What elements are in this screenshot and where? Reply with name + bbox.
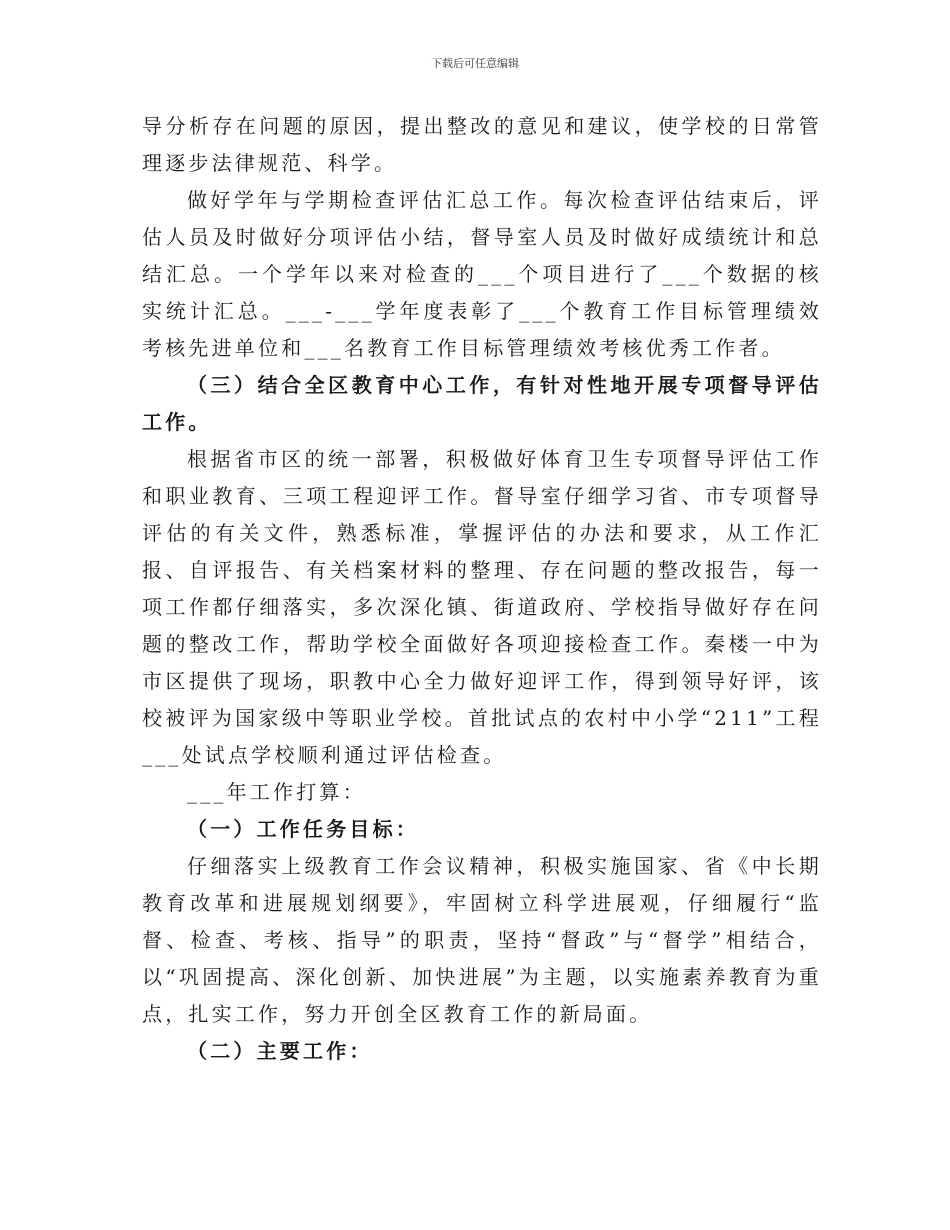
paragraph-continuation: 导分析存在问题的原因，提出整改的意见和建议，使学校的日常管理逐步法律规范、科学。 <box>142 114 822 175</box>
section-heading-3: （三）结合全区教育中心工作，有针对性地开展专项督导评估工作。 <box>142 373 822 434</box>
document-body <box>142 108 822 1070</box>
section-heading-1: （一）工作任务目标： <box>187 817 419 841</box>
paragraph-special-supervision: 根据省市区的统一部署，积极做好体育卫生专项督导评估工作和职业教育、三项工程迎评工作。督导室仔细学习省、市专项督导评估的有关文件，熟悉标准，掌握评估的办法和要求，从工作汇报、自评报告、有关档案材料的整理、存在问题的整改报告，每一项工作都仔细落实，多次深化镇、街道政府、学校指导做好存在问题的整改工作，帮助学校全面做好各项迎接检查工作。秦楼一中为市区提供了现场，职教中心全力做好迎评工作，得到领导好评，该校被评为国家级中等职业学校。首批试点的农村中小学“211”工程___处试点学校顺利通过评估检查。 <box>142 447 822 767</box>
section-heading-2: （二）主要工作： <box>187 1039 373 1063</box>
paragraph-work-plan: ___年工作打算： <box>187 780 366 804</box>
paragraph-task-goals: 仔细落实上级教育工作会议精神，积极实施国家、省《中长期教育改革和进展规划纲要》，牢固树立科学进展观，仔细履行“监督、检查、考核、指导”的职责，坚持“督政”与“督学”相结合，以“巩固提高、深化创新、加快进展”为主题，以实施素养教育为重点，扎实工作，努力开创全区教育工作的新局面。 <box>142 854 822 1026</box>
paragraph-summary-work: 做好学年与学期检查评估汇总工作。每次检查评估结束后，评估人员及时做好分项评估小结，督导室人员及时做好成绩统计和总结汇总。一个学年以来对检查的___个项目进行了___个数据的核实统计汇总。___-___学年度表彰了___个教育工作目标管理绩效考核先进单位和___名教育工作目标管理绩效考核优秀工作者。 <box>142 188 822 360</box>
page-header-note: 下载后可任意编辑 <box>431 57 519 70</box>
